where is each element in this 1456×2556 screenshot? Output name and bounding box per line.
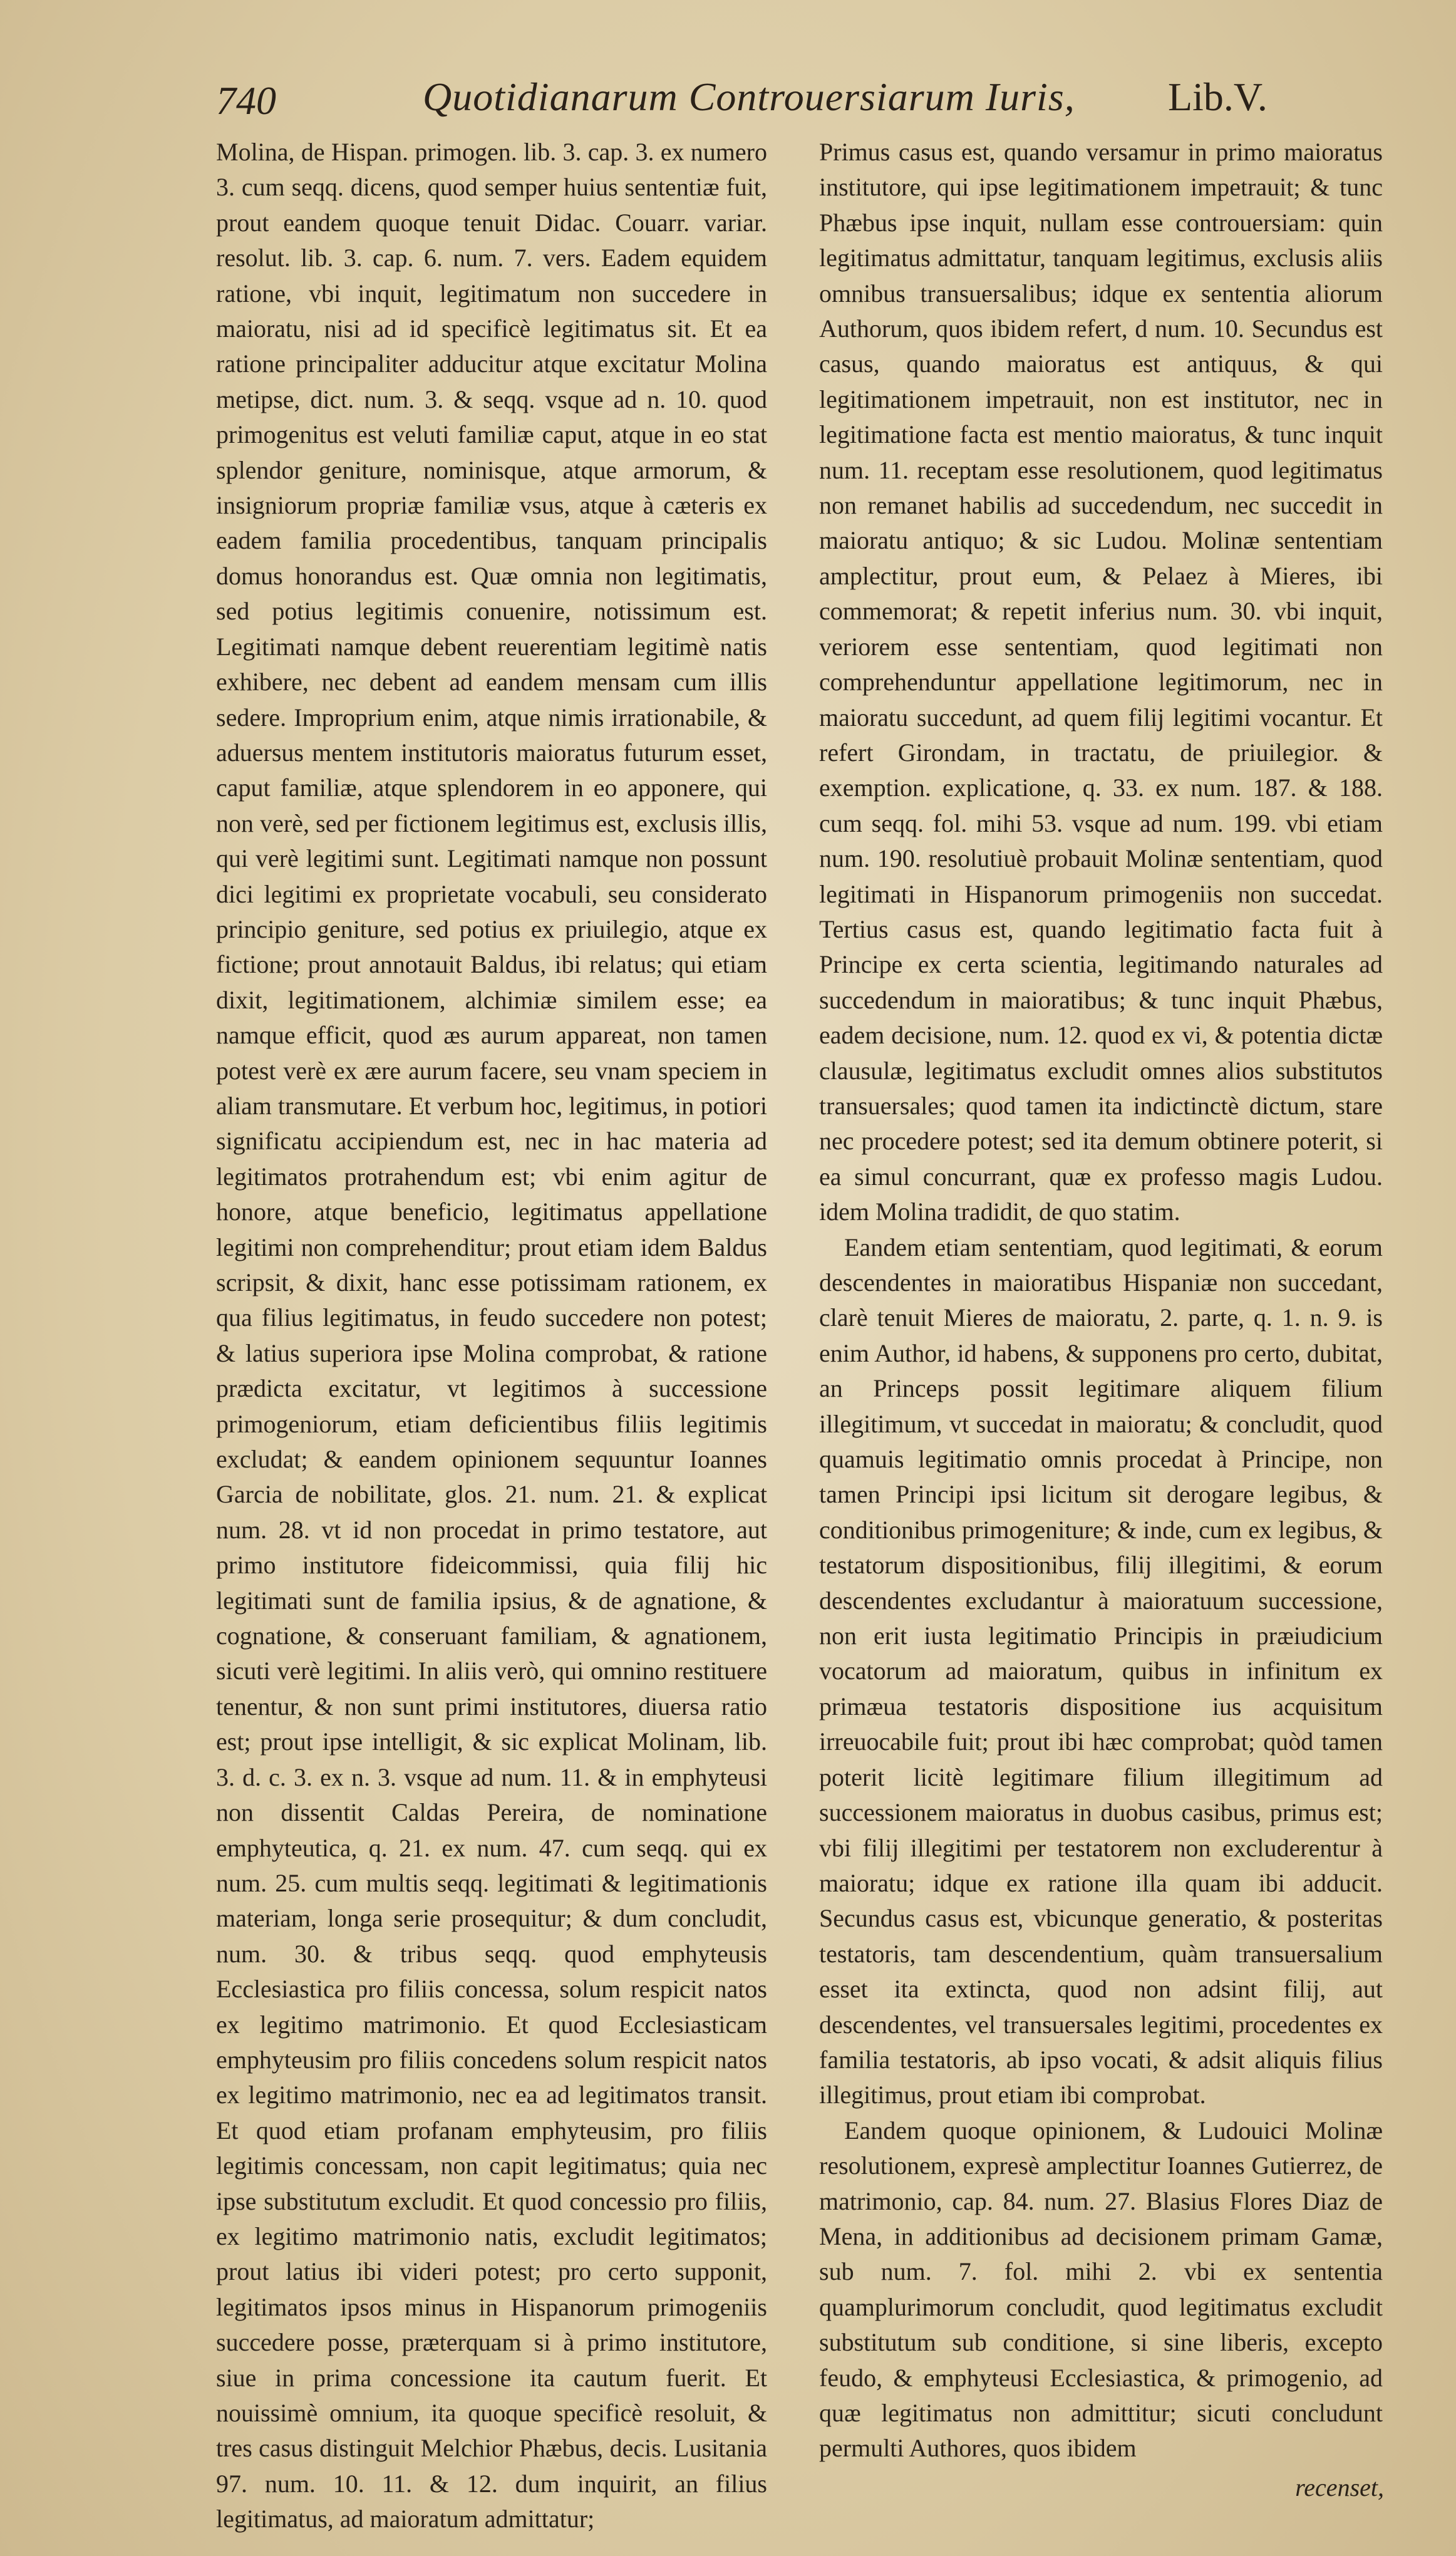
left-column xyxy=(216,135,767,2537)
paragraph: Eandem quoque opinionem, & Ludouici Molinæ resolutionem, expresè amplectitur Ioannes Gutierrez, de matrimonio, cap. 84. num. 27. Blasius Flores Diaz de Mena, in additionibus ad decisionem primam Gamæ, sub num. 7. fol. mihi 2. vbi ex sententia quamplurimorum concludit, quod legitimatus excludit substitutum sub conditione, si sine liberis, excepto feudo, & emphyteusi Ecclesiastica, & primogenio, ad quæ legitimatus non admittitur; sicuti concludunt permulti Authores, quos ibidem xyxy=(819,2116,1383,2463)
paragraph: Molina, de Hispan. primogen. lib. 3. cap. 3. ex numero 3. cum seqq. dicens, quod semper huius sententiæ fuit, prout eandem quoque tenuit Didac. Couarr. variar. resolut. lib. 3. cap. 6. num. 7. vers. Eadem equidem ratione, vbi inquit, legitimatum non succedere in maioratu, nisi ad id specificè legitimatus sit. Et ea ratione principaliter adducitur atque excitatur Molina metipse, dict. num. 3. & seqq. vsque ad n. 10. quod primogenitus est veluti familiæ caput, atque in eo stat splendor geniture, nominisque, atque armorum, & insigniorum propriæ familiæ vsus, atque à cæteris ex eadem familia procedentibus, tanquam principalis domus honorandus est. Quæ omnia non legitimatis, sed potius legitimis conuenire, notissimum est. Legitimati namque debent reuerentiam legitimè natis exhibere, nec debent ad eandem mensam cum illis sedere. Improprium enim, atque nimis irrationabile, & aduersus mentem institutoris maioratus futurum esset, caput familiæ, atque splendorem in eo apponere, qui non verè, sed per fictionem legitimus est, exclusis illis, qui verè legitimi sunt. Legitimati namque non possunt dici legitimi ex proprietate vocabuli, seu considerato principio geniture, sed potius ex priuilegio, atque ex fictione; prout annotauit Baldus, ibi relatus; qui etiam dixit, legitimationem, alchimiæ similem esse; ea namque efficit, quod æs aurum appareat, non tamen potest verè ex ære aurum facere, seu vnam speciem in aliam transmutare. Et verbum hoc, legitimus, in potiori significatu accipiendum est, nec in hac materia ad legitimatos protrahendum est; vbi enim agitur de honore, atque beneficio, legitimatus appellatione legitimi non comprehenditur; prout etiam idem Baldus scripsit, & dixit, hanc esse potissimam rationem, ex qua filius legitimatus, in feudo succedere non potest; & latius superiora ipse Molina comprobat, & ratione prædicta excitatur, vt legitimos à successione primogeniorum, etiam deficientibus filiis legitimis excludat; & eandem opinionem sequuntur Ioannes Garcia de nobilitate, glos. 21. num. 21. & explicat num. 28. vt id non procedat in primo testatore, aut primo institutore fideicommissi, quia filij hic legitimati sunt de familia ipsius, & de agnatione, & cognatione, & conseruant familiam, & agnationem, sicuti verè legitimi. In aliis verò, qui omnino restituere tenentur, & non sunt primi institutores, diuersa ratio est; prout ipse intelligit, & sic explicat Molinam, lib. 3. d. c. 3. ex n. 3. vsque ad num. 11. & in emphyteusi non dissentit Caldas Pereira, de nominatione emphyteutica, q. 21. ex num. 47. cum seqq. qui ex num. 25. cum multis seqq. legitimati & legitimationis materiam, longa serie prosequitur; & dum concludit, num. 30. & tribus seqq. quod emphyteusis Ecclesiastica pro filiis concessa, solum respicit natos ex legitimo matrimonio. Et quod Ecclesiasticam emphyteusim pro filiis concedens solum respicit natos ex legitimo matrimonio, nec ea ad legitimatos transit. Et quod etiam profanam emphyteusim, pro filiis legitimis concessam, non capit legitimatus; quia nec ipse substitutum excludit. Et quod concessio pro filiis, ex legitimo matrimonio natis, excludit legitimatos; prout latius ibi videri potest; pro certo supponit, legitimatos ipsos minus in Hispanorum primogeniis succedere posse, præterquam si à primo institutore, siue in prima concessione ita cautum fuerit. Et nouissimè omnium, ita quoque specificè resoluit, & tres casus distinguit Melchior Phæbus, decis. Lusitania 97. num. 10. 11. & 12. dum inquirit, an filius legitimatus, ad maioratum admittatur; xyxy=(216,138,767,2533)
right-column xyxy=(819,135,1383,2466)
book-number: Lib.V. xyxy=(1168,75,1268,119)
running-title: Quotidianarum Controuersiarum Iuris, xyxy=(423,75,1075,119)
page-number: 740 xyxy=(216,78,276,123)
running-header xyxy=(216,74,1268,130)
catchword: recenset, xyxy=(1295,2473,1384,2502)
paragraph: Eandem etiam sententiam, quod legitimati, & eorum descendentes in maioratibus Hispaniæ non succedant, clarè tenuit Mieres de maioratu, 2. parte, q. 1. n. 9. is enim Author, id habens, & supponens pro certo, dubitat, an Princeps possit legitimare aliquem filium illegitimum, vt succedat in maioratu; & concludit, quod quamuis legitimatio omnis procedat à Principe, non tamen Principi ipsi licitum sit derogare legibus, & conditionibus primogeniture; & inde, cum ex legibus, & testatorum dispositionibus, filij illegitimi, & eorum descendentes excludantur à maioratuum successione, non erit iusta legitimatio Principis in præiudicium vocatorum ad maioratum, quibus in infinitum ex primæua testatoris dispositione ius acquisitum irreuocabile fuit; prout ibi hæc comprobat; quòd tamen poterit licitè legitimare filium illegitimum ad successionem maioratus in duobus casibus, primus est; vbi filij illegitimi per testatorem non excluderentur à maioratu; idque ex ratione illa quam ibi adducit. Secundus casus est, vbicunque generatio, & posteritas testatoris, tam descendentium, quàm transuersalium esset ita extincta, quod non adsint filij, aut descendentes, vel transuersales legitimi, procedentes ex familia testatoris, ab ipso vocati, & adsit aliquis filius illegitimus, prout etiam ibi comprobat. xyxy=(819,1233,1383,2109)
paragraph: Primus casus est, quando versamur in primo maioratus institutore, qui ipse legitimationem impetrauit; & tunc Phæbus ipse inquit, nullam esse controuersiam: quin legitimatus admittatur, tanquam legitimus, exclusis aliis omnibus transuersalibus; idque ex sententia aliorum Authorum, quos ibidem refert, d num. 10. Secundus est casus, quando maioratus est antiquus, & qui legitimationem impetrauit, non est institutor, nec in legitimatione facta est mentio maioratus, & tunc inquit num. 11. receptam esse resolutionem, quod legitimatus non remanet habilis ad succedendum, nec succedit in maioratu antiquo; & sic Ludou. Molinæ sententiam amplectitur, prout eum, & Pelaez à Mieres, ibi commemorat; & repetit inferius num. 30. vbi inquit, veriorem esse sententiam, quod legitimati non comprehenduntur appellatione legitimorum, nec in maioratu succedunt, ad quem filij legitimi vocantur. Et refert Girondam, in tractatu, de priuilegior. & exemption. explicatione, q. 33. ex num. 187. & 188. cum seqq. fol. mihi 53. vsque ad num. 199. vbi etiam num. 190. resolutiuè probauit Molinæ sententiam, quod legitimati in Hispanorum primogeniis non succedat. Tertius casus est, quando legitimatio facta fuit à Principe ex certa scientia, legitimando naturales ad succedendum in maioratibus; & tunc inquit Phæbus, eadem decisione, num. 12. quod ex vi, & potentia dictæ clausulæ, legitimatus excludit omnes alios substitutos transuersales; quod tamen ita indictinctè dictum, stare nec procedere potest; sed ita demum obtinere poterit, si ea simul concurrant, quæ ex professo magis Ludou. idem Molina tradidit, de quo statim. xyxy=(819,138,1383,1226)
